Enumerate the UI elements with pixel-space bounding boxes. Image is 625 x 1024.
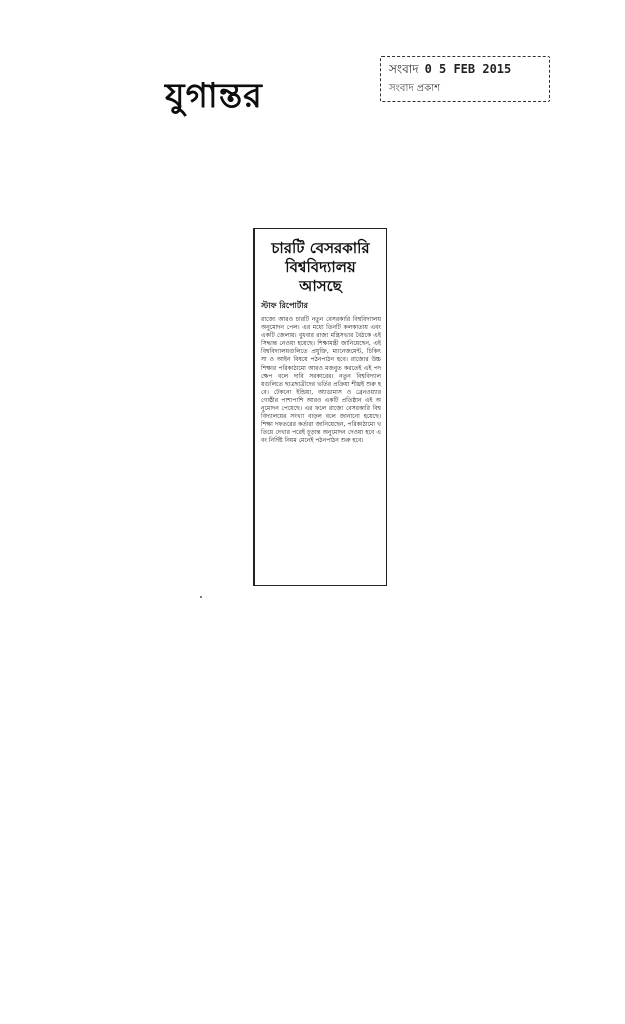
headline-line-3: আসছে	[299, 277, 342, 295]
newspaper-masthead: যুগান্তর	[165, 76, 263, 116]
date-stamp	[380, 56, 550, 102]
headline-line-2: বিশ্ববিদ্যালয়	[285, 258, 356, 276]
stamp-label: সংবাদ	[389, 62, 419, 76]
clipping-body-text: রাজ্যে আরও চারটি নতুন বেসরকারি বিশ্ববিদ্যালয় অনুমোদন পেল। এর মধ্যে তিনটি কলকাতায় এবং একটি জেলায়। বুধবার রাজ্য মন্ত্রিসভার বৈঠকে এই সিদ্ধান্ত নেওয়া হয়েছে। শিক্ষামন্ত্রী জানিয়েছেন, এই বিশ্ববিদ্যালয়গুলিতে প্রযুক্তি, ম্যানেজমেন্ট, চিকিৎসা ও আইন বিষয়ে পঠনপাঠন হবে। রাজ্যের উচ্চশিক্ষার পরিকাঠামো আরও মজবুত করতেই এই পদক্ষেপ বলে দাবি সরকারের। নতুন বিশ্ববিদ্যালয়গুলিতে ছাত্রছাত্রীদের ভর্তির প্রক্রিয়া শীঘ্রই শুরু হবে। টেকনো ইন্ডিয়া, অ্যাডামাস ও ব্রেনওয়্যার গোষ্ঠীর পাশাপাশি আরও একটি প্রতিষ্ঠান এই অনুমোদন পেয়েছে। এর ফলে রাজ্যে বেসরকারি বিশ্ববিদ্যালয়ের সংখ্যা বাড়ল বলে জানানো হয়েছে। শিক্ষা দফতরের কর্তারা জানিয়েছেন, পরিকাঠামো খতিয়ে দেখার পরেই চূড়ান্ত অনুমোদন দেওয়া হবে এবং নির্দিষ্ট নিয়ম মেনেই পঠনপাঠন শুরু হবে।	[261, 316, 381, 445]
clipping-headline	[255, 239, 386, 296]
clipping-body	[255, 316, 386, 446]
news-clipping	[253, 228, 387, 586]
stamp-handwriting: সংবাদ প্রকাশ	[389, 83, 441, 94]
scan-speck	[200, 596, 202, 598]
clipping-byline: স্টাফ রিপোর্টার	[261, 301, 308, 310]
stamp-date: 0 5 FEB 2015	[424, 62, 512, 76]
stamp-date-line	[389, 61, 511, 81]
headline-line-1: চারটি বেসরকারি	[271, 239, 370, 257]
